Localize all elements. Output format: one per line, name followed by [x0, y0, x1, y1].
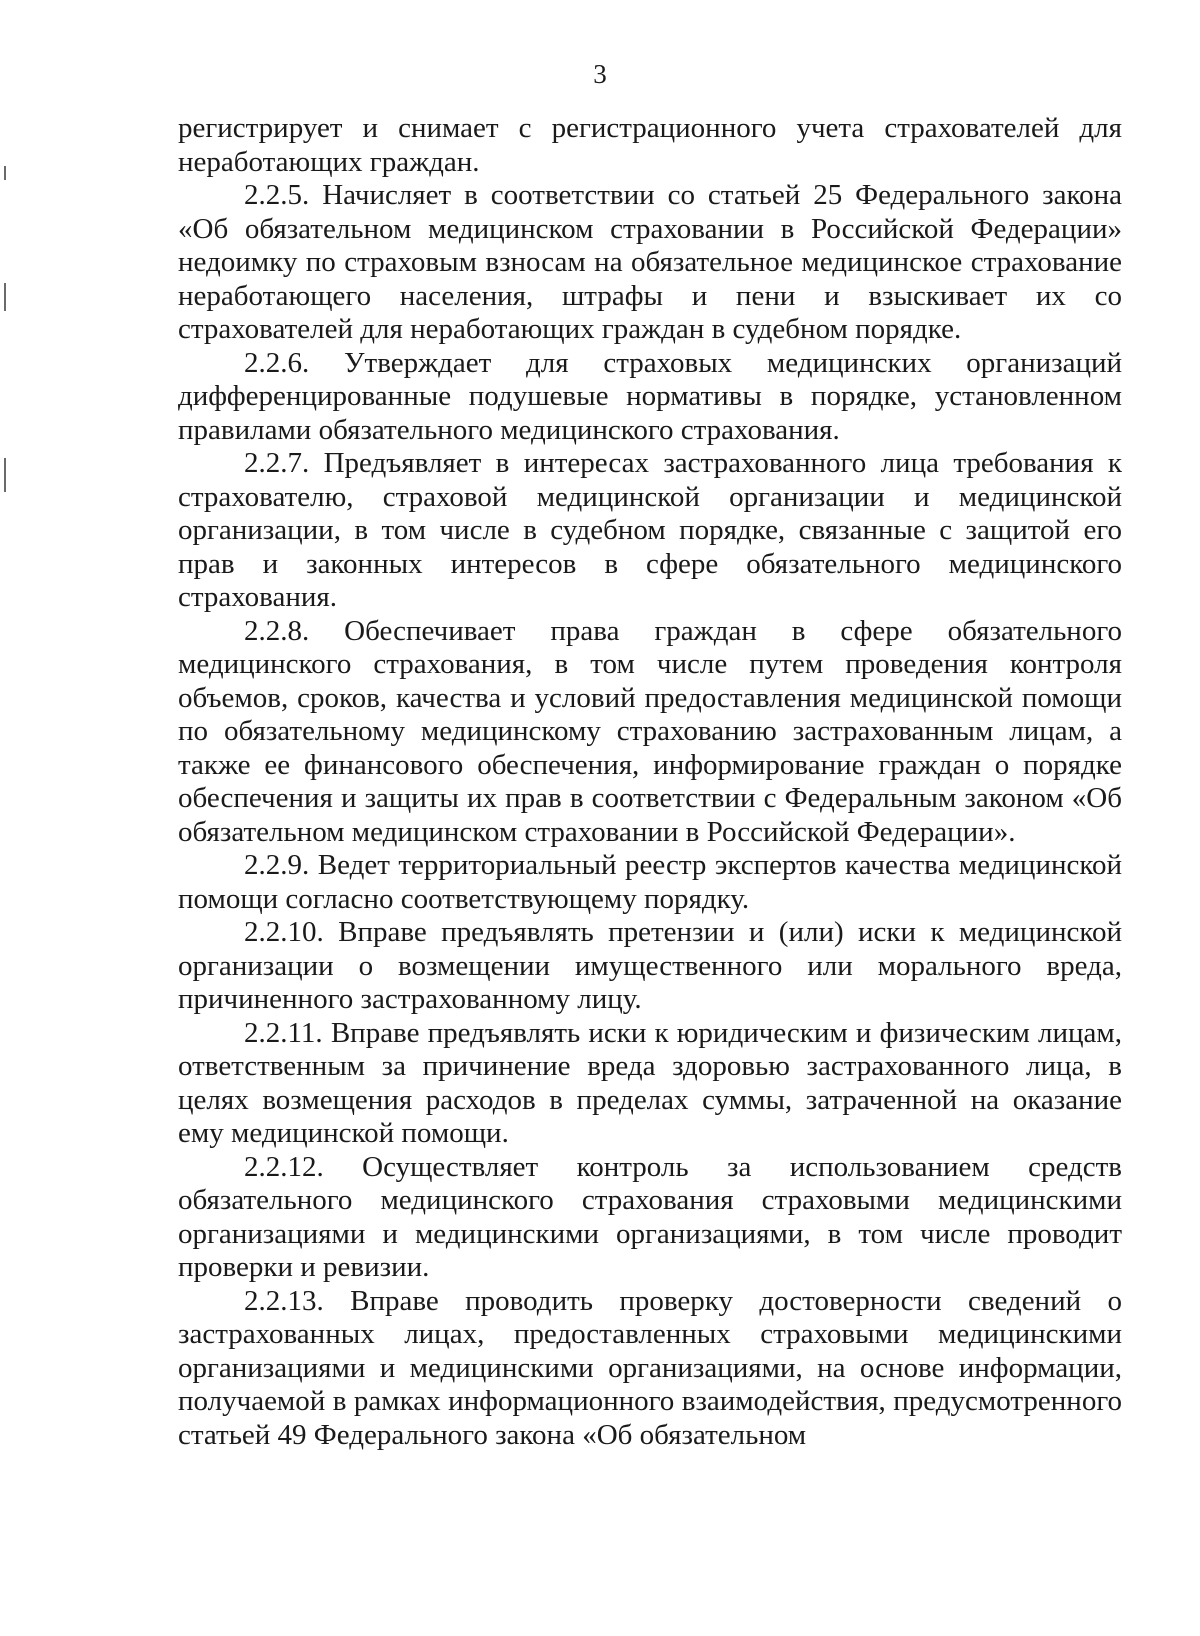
scan-edge-mark [4, 458, 6, 492]
paragraph-2-2-5: 2.2.5. Начисляет в соответствии со статьей 25 Федерального закона «Об обязательном медицинском страховании в Российской Федерации» недоимку по страховым взносам на обязательное медицинское страхование неработающего населения, штрафы и пени и взыскивает их со страхователей для неработающих граждан в судебном порядке. [178, 179, 1122, 345]
paragraph-2-2-10: 2.2.10. Вправе предъявлять претензии и (или) иски к медицинской организации о возмещении имущественного или морального вреда, причиненного застрахованному лицу. [178, 916, 1122, 1015]
paragraph-2-2-12: 2.2.12. Осуществляет контроль за использованием средств обязательного медицинского страхования страховыми медицинскими организациями и медицинскими организациями, в том числе проводит проверки и ревизии. [178, 1150, 1122, 1283]
paragraph-2-2-6: 2.2.6. Утверждает для страховых медицинских организаций дифференцированные подушевые нормативы в порядке, установленном правилами обязательного медицинского страхования. [178, 346, 1122, 446]
paragraph-continuation: регистрирует и снимает с регистрационного учета страхователей для неработающих граждан. [178, 112, 1122, 178]
page-number: 3 [593, 59, 607, 89]
document-body [178, 112, 1122, 1452]
scan-edge-mark [4, 166, 6, 180]
paragraph-2-2-9: 2.2.9. Ведет территориальный реестр экспертов качества медицинской помощи согласно соответствующему порядку. [178, 849, 1122, 915]
paragraph-2-2-8: 2.2.8. Обеспечивает права граждан в сфере обязательного медицинского страхования, в том числе путем проведения контроля объемов, сроков, качества и условий предоставления медицинской помощи по обязательному медицинскому страхованию застрахованным лицам, а также ее финансового обеспечения, информирование граждан о порядке обеспечения и защиты их прав в соответствии с Федеральным законом «Об обязательном медицинском страховании в Российской Федерации». [178, 614, 1122, 848]
paragraph-2-2-7: 2.2.7. Предъявляет в интересах застрахованного лица требования к страхователю, страховой медицинской организации и медицинской организации, в том числе в судебном порядке, связанные с защитой его прав и законных интересов в сфере обязательного медицинского страхования. [178, 447, 1122, 613]
paragraph-2-2-13: 2.2.13. Вправе проводить проверку достоверности сведений о застрахованных лицах, предоставленных страховыми медицинскими организациями и медицинскими организациями, на основе информации, получаемой в рамках информационного взаимодействия, предусмотренного статьей 49 Федерального закона «Об обязательном [178, 1284, 1122, 1451]
scan-edge-mark [4, 283, 6, 311]
paragraph-2-2-11: 2.2.11. Вправе предъявлять иски к юридическим и физическим лицам, ответственным за причинение вреда здоровью застрахованного лица, в целях возмещения расходов в пределах суммы, затраченной на оказание ему медицинской помощи. [178, 1016, 1122, 1149]
